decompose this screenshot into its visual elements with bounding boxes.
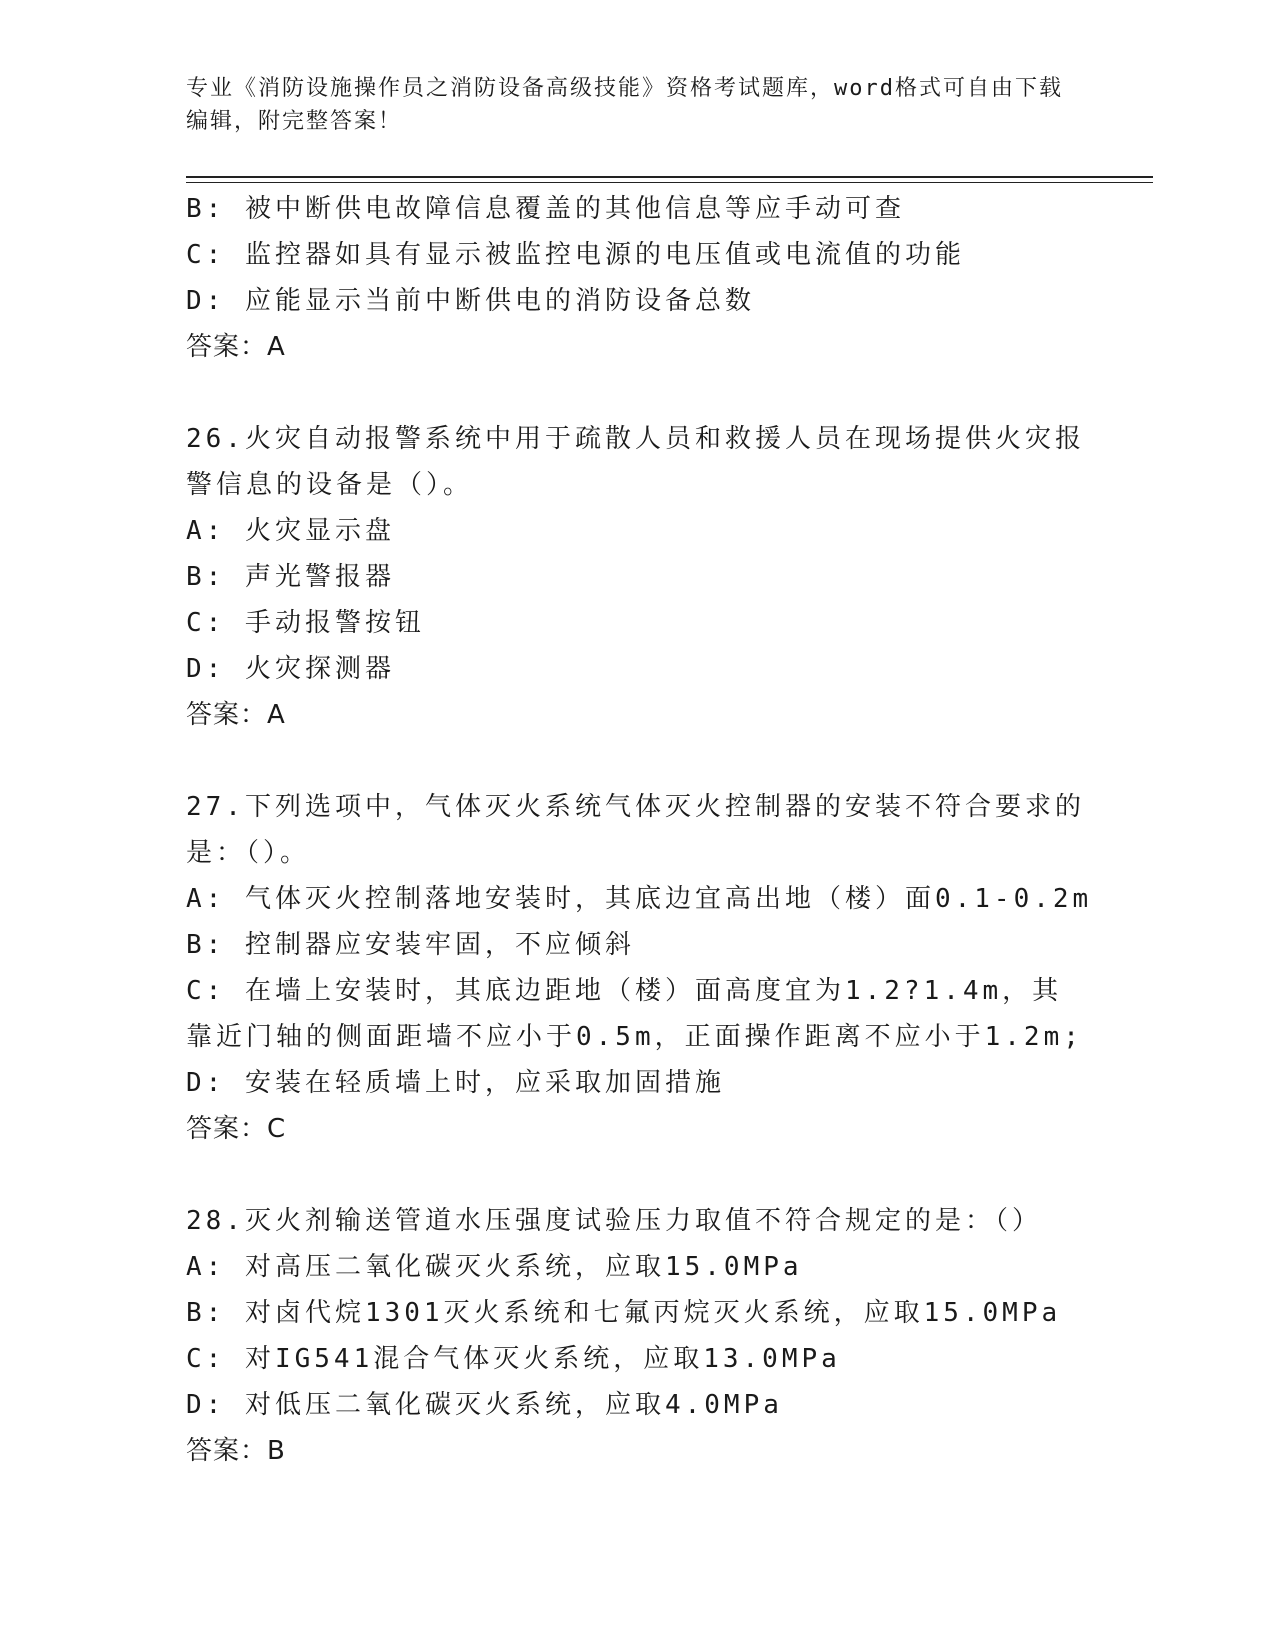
option-b: B: 声光警报器 <box>186 562 395 592</box>
option-b: B: 被中断供电故障信息覆盖的其他信息等应手动可查 <box>186 194 905 224</box>
option-a: A: 火灾显示盘 <box>186 516 395 546</box>
option-b: B: 控制器应安装牢固，不应倾斜 <box>186 930 635 960</box>
option-a: A: 对高压二氧化碳灭火系统，应取15.0MPa <box>186 1252 803 1282</box>
option-c: C: 在墙上安装时，其底边距地（楼）面高度宜为1.2?1.4m，其靠近门轴的侧面距墙不应小于0.5m，正面操作距离不应小于1.2m; <box>186 976 1083 1052</box>
page-header: 专业《消防设施操作员之消防设备高级技能》资格考试题库，word格式可自由下载编辑，附完整答案！ <box>186 76 1063 134</box>
option-c: C: 手动报警按钮 <box>186 608 425 638</box>
question-block-26 <box>186 416 1086 738</box>
question-text: 26.火灾自动报警系统中用于疏散人员和救援人员在现场提供火灾报警信息的设备是（）。 <box>186 424 1085 500</box>
option-d: D: 对低压二氧化碳灭火系统，应取4.0MPa <box>186 1390 783 1420</box>
question-text: 28.灭火剂输送管道水压强度试验压力取值不符合规定的是：（） <box>186 1206 1042 1236</box>
answer-label: 答案：B <box>186 1436 286 1466</box>
option-d: D: 火灾探测器 <box>186 654 395 684</box>
answer-label: 答案：C <box>186 1114 287 1144</box>
question-list <box>186 186 1093 1474</box>
option-d: D: 安装在轻质墙上时，应采取加固措施 <box>186 1068 725 1098</box>
question-block-25-continued <box>186 186 1086 370</box>
question-block-28 <box>186 1198 1086 1474</box>
question-text: 27.下列选项中，气体灭火系统气体灭火控制器的安装不符合要求的是：（）。 <box>186 792 1085 868</box>
spacer <box>186 738 1086 784</box>
header-divider-thin <box>186 182 1153 183</box>
answer-label: 答案：A <box>186 700 286 730</box>
option-c: C: 对IG541混合气体灭火系统，应取13.0MPa <box>186 1344 841 1374</box>
spacer <box>186 370 1086 416</box>
option-c: C: 监控器如具有显示被监控电源的电压值或电流值的功能 <box>186 240 965 270</box>
spacer <box>186 1152 1086 1198</box>
header-divider-thick <box>186 176 1153 178</box>
question-block-27 <box>186 784 1093 1152</box>
option-b: B: 对卤代烷1301灭火系统和七氟丙烷灭火系统，应取15.0MPa <box>186 1298 1062 1328</box>
option-d: D: 应能显示当前中断供电的消防设备总数 <box>186 286 755 316</box>
answer-label: 答案：A <box>186 332 286 362</box>
option-a: A: 气体灭火控制落地安装时，其底边宜高出地（楼）面0.1-0.2m <box>186 884 1093 914</box>
